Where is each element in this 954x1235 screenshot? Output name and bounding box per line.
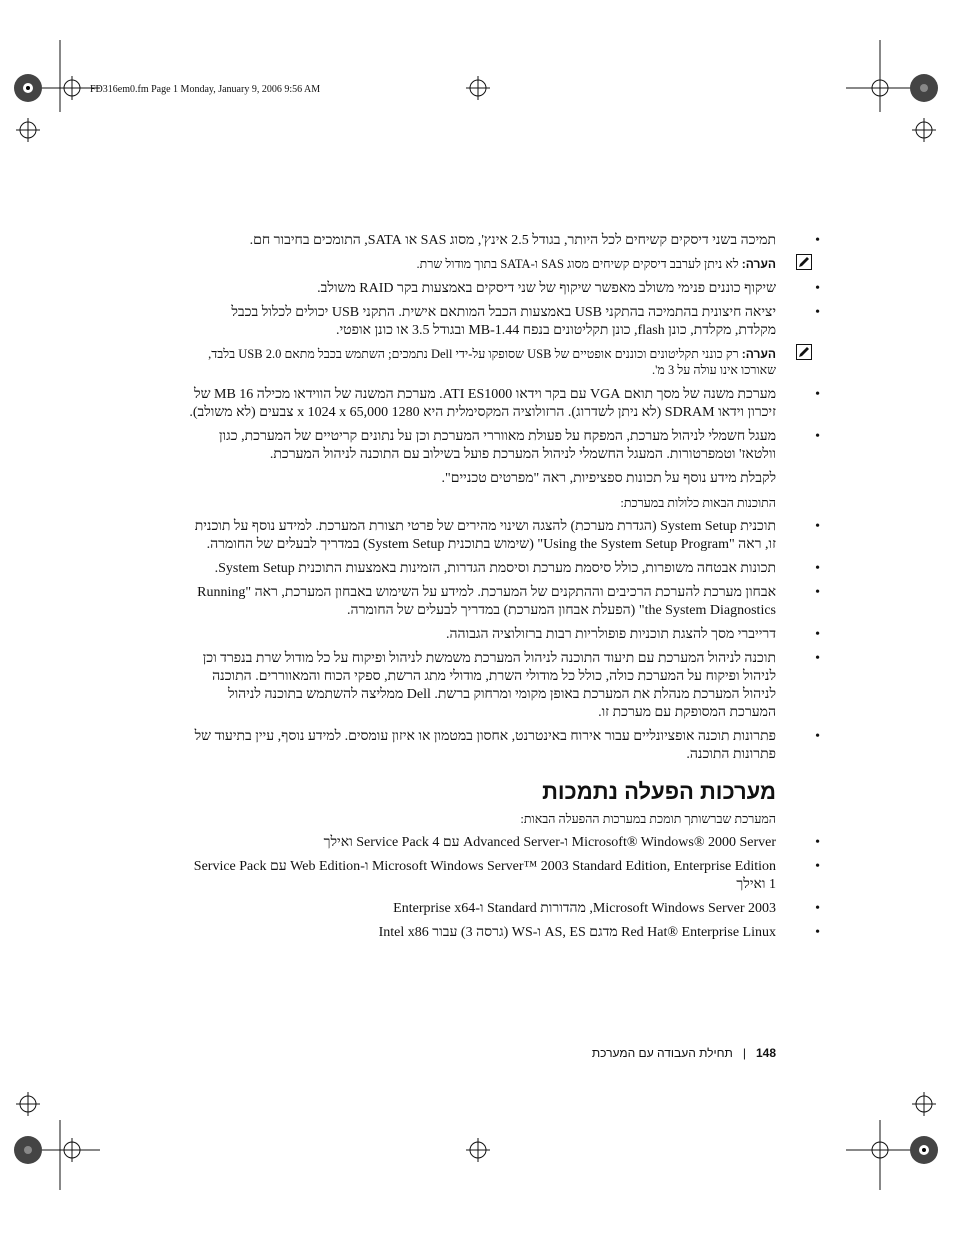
starburst-target-top-right xyxy=(910,74,938,102)
registration-mark-left-upper xyxy=(16,118,40,142)
registration-mark-left-lower xyxy=(16,1092,40,1116)
note-pencil-icon xyxy=(796,344,812,360)
bullet-icon: • xyxy=(815,901,820,916)
list-item: • מערכת משנה של מסך תואם VGA עם בקר וידאו ATI ES1000. מערכת המשנה של הווידאו מכילה 16 MB של זיכרון וידאו SDRAM (לא ניתן לשדרוג). הרזולוציה המקסימלית היא 1280 x 1024 x 65,000 צבעים (לא משולב). xyxy=(189,387,820,420)
registration-mark-bottom-right xyxy=(868,1138,892,1162)
registration-mark-top-right xyxy=(868,76,892,100)
registration-mark-top-center xyxy=(466,76,490,100)
features-list-top-2 xyxy=(188,280,820,340)
list-item: • שיקוף כוננים פנימי משולב מאפשר שיקוף של שני דיסקים באמצעות בקר RAID משולב. xyxy=(317,281,820,296)
bullet-icon: • xyxy=(815,651,820,666)
chapter-title: תחילת העבודה עם המערכת xyxy=(591,1046,733,1060)
bullet-icon: • xyxy=(815,627,820,642)
bullet-icon: • xyxy=(815,835,820,850)
os-list xyxy=(188,834,820,942)
page-number: 148 xyxy=(755,1046,776,1060)
registration-mark-right-upper xyxy=(912,118,936,142)
list-item: • Red Hat® Enterprise Linux מדגם AS, ES ו-WS (גרסה 3) עבור Intel x86 xyxy=(378,925,820,940)
note-sas-sata: הערה: לא ניתן לערבב דיסקים קשיחים מסוג SAS ו-SATA בתוך מודול שרת. xyxy=(188,256,776,272)
bullet-icon: • xyxy=(815,561,820,576)
bullet-icon: • xyxy=(815,233,820,248)
list-item: • Microsoft® Windows® 2000 Server ו-Advanced Server עם Service Pack 4 ואילך xyxy=(323,835,820,850)
list-item: • יציאה חיצונית בהתמיכה בהתקני USB באמצעות הכבל המותאם אישית. התקני USB יכולים לכלול בכבל מקלדת, מקלדת, כונן flash, כונן תקליטונים בנפח 1.44-MB ובגודל 3.5 או כונן אופטי. xyxy=(231,305,820,338)
specs-reference: לקבלת מידע נוסף על תכונות ספציפיות, ראה "מפרטים טכניים". xyxy=(441,471,776,486)
registration-mark-bottom-center xyxy=(466,1138,490,1162)
registration-mark-bottom-left xyxy=(60,1138,84,1162)
list-item: • Microsoft Windows Server™ 2003 Standard Edition, Enterprise Edition ו-Web Edition עם Service Pack 1 ואילך xyxy=(193,859,820,892)
bullet-icon: • xyxy=(815,429,820,444)
footer-separator: | xyxy=(742,1046,746,1060)
bullet-icon: • xyxy=(815,519,820,534)
bullet-icon: • xyxy=(815,281,820,296)
section-title-supported-os: מערכות הפעלה נתמכות xyxy=(542,779,776,804)
file-info-header: FD316em0.fm Page 1 Monday, January 9, 2006 9:56 AM xyxy=(90,84,321,95)
starburst-target-bottom-right xyxy=(910,1136,938,1164)
registration-mark-top-left xyxy=(60,76,84,100)
bullet-icon: • xyxy=(815,387,820,402)
note-pencil-icon xyxy=(796,254,812,270)
bullet-icon: • xyxy=(815,729,820,744)
list-item: • דרייברי מסך להצגת תוכניות פופולריות רבות ברזולוציה הגבוהה. xyxy=(446,627,820,642)
bullet-icon: • xyxy=(815,859,820,874)
list-item: • מעגל חשמלי לניהול מערכת, המפקח על פעולת מאווררי המערכת וכן על נתונים קריטיים של המערכת, כגון וולטאז' וטמפרטורות. המעגל החשמלי לניהול המערכת פועל בשילוב עם התוכנה לניהול המערכת. xyxy=(218,429,820,462)
bullet-icon: • xyxy=(815,305,820,320)
starburst-target-bottom-left xyxy=(14,1136,42,1164)
registration-mark-right-lower xyxy=(912,1092,936,1116)
software-list xyxy=(188,518,820,764)
list-item: • אבחון מערכת להערכת הרכיבים וההתקנים של המערכת. למידע על השימוש באבחון המערכת, ראה "Running the System Diagnostics" (הפעלת אבחון המערכת) במדריך לבעלים של החומרה. xyxy=(197,585,820,618)
list-item: • תוכנה לניהול המערכת עם תיעוד התוכנה לניהול המערכת משמשת לניהול ופיקוח על כל מודול שרת בנפרד וכן לניהול ופיקוח על המערכת כולה, כולל כל מודולי השרת, מודולי מתג הרשת, ספקי הכוח והמאווררים. התוכנה לניהול המערכת מנהלת את המערכת באופן מקומי ומרחוק ברשת. Dell ממליצה להשתמש בתוכנה לניהול המערכת המסופקת עם מערכת זו. xyxy=(202,651,820,720)
list-item: • תוכנית System Setup (הגדרת מערכת) להצגה ושינוי מהירים של פרטי תצורת המערכת. למידע נוסף על תוכנית זו, ראה "Using the System Setup Program" (שימוש בתוכנית System Setup) במדריך לבעלים של החומרה. xyxy=(194,519,820,552)
software-intro: התוכנות הבאות כלולות במערכת: xyxy=(620,496,776,510)
list-item: • פתרונות תוכנה אופציונליים עבור אירוח באינטרנט, אחסון במטמון או איזון עומסים. למידע נוסף, עיין בתיעוד של פתרונות התוכנה. xyxy=(194,729,820,762)
bullet-icon: • xyxy=(815,925,820,940)
page-footer xyxy=(560,1046,776,1060)
os-intro: המערכת שברשותך תומכת במערכות ההפעלה הבאות: xyxy=(520,812,776,826)
list-item: • Microsoft Windows Server 2003, מהדורות Standard ו-Enterprise x64 xyxy=(393,901,820,916)
page-content xyxy=(188,232,820,948)
bullet-icon: • xyxy=(815,585,820,600)
note-usb: הערה: רק כונני תקליטונים וכוננים אופטיים של USB שסופקו על-ידי Dell נתמכים; השתמש בכבל מתאם USB 2.0 בלבד, שאורכו אינו עולה על 3 מ'. xyxy=(188,346,776,378)
features-list-mid xyxy=(188,386,820,464)
list-item: • תכונות אבטחה משופרות, כולל סיסמת מערכת וסיסמת הגדרות, הזמינות באמצעות התוכנית System Setup. xyxy=(214,561,820,576)
starburst-target-top-left xyxy=(14,74,42,102)
list-item: • תמיכה בשני דיסקים קשיחים לכל היותר, בגודל 2.5 אינץ', מסוג SAS או SATA, התומכים בחיבור חם. xyxy=(249,233,820,248)
features-list-top xyxy=(188,232,820,250)
